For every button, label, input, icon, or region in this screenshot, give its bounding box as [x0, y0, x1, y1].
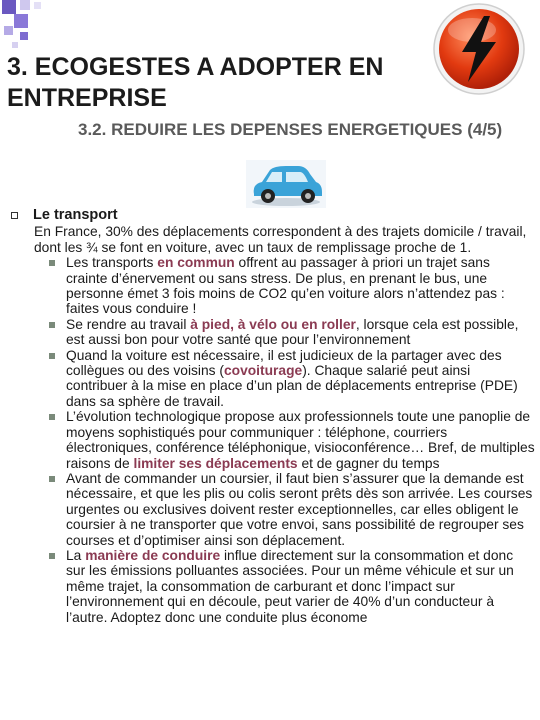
- topic-label: Le transport: [33, 207, 118, 223]
- highlight-text: en commun: [157, 255, 235, 271]
- topic-heading: [10, 208, 535, 223]
- square-bullet-icon: [49, 260, 55, 266]
- section-subtitle: 3.2. REDUIRE LES DEPENSES ENERGETIQUES (4/5): [78, 120, 503, 139]
- checkbox-bullet-icon: [11, 212, 18, 219]
- square-bullet-icon: [49, 553, 55, 559]
- page-title: 3. ECOGESTES A ADOPTER EN ENTREPRISE: [7, 53, 384, 112]
- content-body: [10, 208, 535, 625]
- list-item: Quand la voiture est nécessaire, il est judicieux de la partager avec des collègues ou des voisins (covoiturage). Chaque salarié peut ainsi contribuer à la mise en place d’un plan de déplacements entreprise (PDE) dans sa sphère de travail.: [66, 348, 535, 410]
- list-item: Avant de commander un coursier, il faut bien s’assurer que la demande est nécessaire, et que les plis ou colis seront prêts dès son arrivée. Les courses urgentes ou exclusives doivent rester exceptionnelles, car elles obligent le coursier à ne transporter que votre envoi, sans possibilité de regrouper ses courses et d’optimiser ainsi son déplacement.: [66, 471, 535, 548]
- highlight-text: à pied, à vélo ou en roller: [190, 316, 356, 332]
- square-bullet-icon: [49, 414, 55, 420]
- highlight-text: limiter ses déplacements: [133, 455, 298, 471]
- square-bullet-icon: [49, 322, 55, 328]
- square-bullet-icon: [49, 353, 55, 359]
- intro-paragraph: En France, 30% des déplacements correspondent à des trajets domicile / travail, dont les ¾ se font en voiture, avec un taux de remplissage proche de 1.: [34, 224, 527, 255]
- list-item: L’évolution technologique propose aux professionnels toute une panoplie de moyens sophistiqués pour communiquer : téléphone, courriers électroniques, conférence téléphonique, visioconférence… Bref, de multiples raisons de limiter ses déplacements et de gagner du temps: [66, 409, 535, 471]
- list-item: La manière de conduire influe directement sur la consommation et donc sur les émissions polluantes associées. Pour un même véhicule et sur un même trajet, la consommation de carburant et donc l’impact sur l’environnement qui en découle, peut varier de 40% d’un conducteur à l’autre. Adoptez donc une conduite plus économe: [66, 548, 535, 625]
- square-bullet-icon: [49, 476, 55, 482]
- highlight-text: manière de conduire: [85, 547, 221, 563]
- highlight-text: covoiturage: [223, 363, 303, 379]
- list-item: Se rendre au travail à pied, à vélo ou en roller, lorsque cela est possible, est aussi bon pour votre santé que pour l’environnement: [66, 317, 535, 348]
- corner-decoration: [0, 0, 60, 60]
- bullet-list: [10, 255, 535, 625]
- lightning-icon: [432, 2, 526, 96]
- list-item: Les transports en commun offrent au passager à priori un trajet sans crainte d’énervement ou sans stress. De plus, en prenant le bus, une personne émet 3 fois moins de CO2 qu’en voiture alors n’attendez pas : faites vous conduire !: [66, 255, 535, 317]
- car-icon: [246, 160, 326, 208]
